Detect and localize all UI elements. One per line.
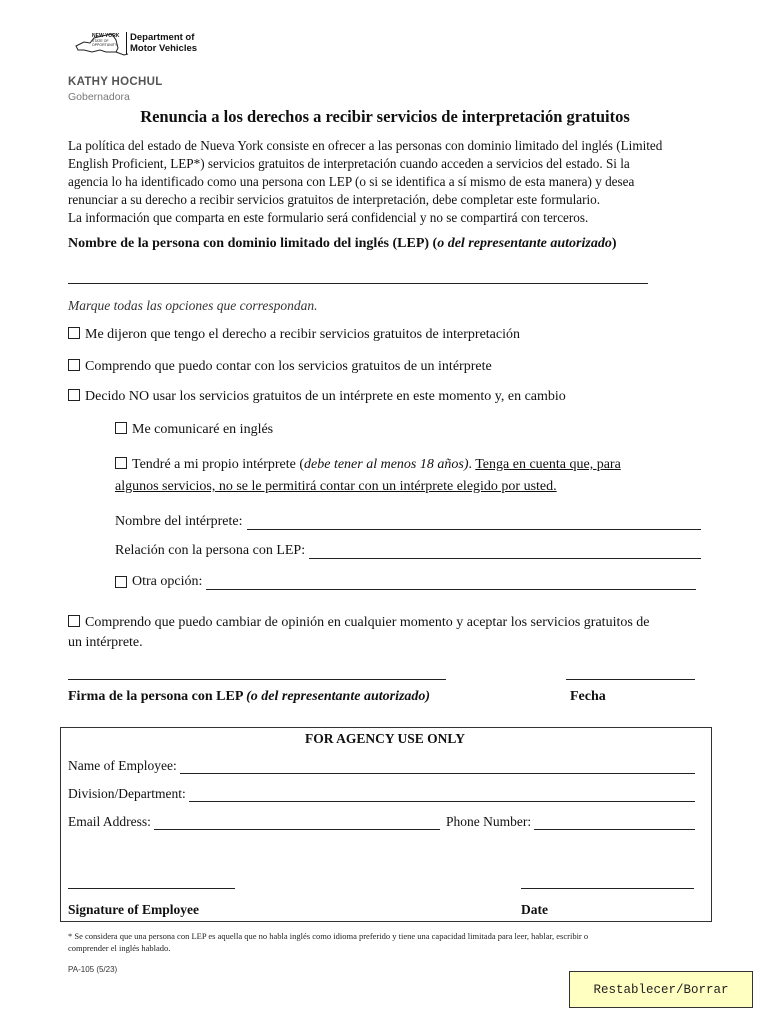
logo-text-line2: STATE OF — [92, 39, 109, 43]
option-label: Decido NO usar los servicios gratuitos de un intérprete en este momento y, en cambio — [85, 389, 566, 404]
checkbox[interactable] — [115, 422, 127, 434]
interpreter-name-input[interactable] — [247, 516, 701, 530]
signature-field[interactable] — [68, 679, 446, 680]
phone-field — [446, 814, 695, 830]
lep-name-label-italic: o del representante autorizado — [437, 236, 612, 251]
logo-text-line1: NEW YORK — [92, 33, 120, 39]
option-warning-1: Tenga en cuenta que, para — [475, 457, 621, 472]
division-input[interactable] — [189, 789, 695, 802]
email-field — [68, 814, 440, 830]
form-code: PA-105 (5/23) — [68, 965, 118, 974]
field-label: Relación con la persona con LEP: — [115, 543, 306, 558]
option-informed-rights[interactable] — [68, 327, 520, 343]
option-label: Me comunicaré en inglés — [132, 422, 274, 437]
other-option-input[interactable] — [206, 576, 696, 590]
option-label: Comprendo que puedo cambiar de opinión en cualquier momento y aceptar los servicios gratuitos de — [85, 615, 650, 630]
relationship-input[interactable] — [309, 545, 701, 559]
checkbox[interactable] — [68, 389, 80, 401]
field-label: Nombre del intérprete: — [115, 514, 243, 529]
intro-paragraph — [68, 137, 708, 227]
date-field[interactable] — [566, 679, 695, 680]
field-label: Name of Employee: — [68, 758, 177, 773]
option-label-sep: . — [468, 457, 476, 472]
option-label: Comprendo que puedo contar con los servicios gratuitos de un intérprete — [85, 359, 492, 374]
footnote — [68, 930, 708, 954]
interpreter-name-field — [115, 514, 701, 530]
option-own-interpreter[interactable] — [115, 454, 715, 498]
intro-line: La información que comparta en este formulario será confidencial y no se compartirá con terceros. — [68, 210, 589, 225]
reset-button[interactable]: Restablecer/Borrar — [569, 971, 753, 1008]
mark-all-instruction: Marque todas las opciones que correspondan. — [68, 298, 318, 313]
employee-name-field — [68, 758, 695, 774]
option-label: Me dijeron que tengo el derecho a recibir servicios gratuitos de interpretación — [85, 327, 520, 342]
footnote-line: * Se considera que una persona con LEP es aquella que no habla inglés como idioma preferido y tiene una capacidad limitada para leer, hablar, escribir o — [68, 931, 589, 941]
option-warning-2: algunos servicios, no se le permitirá contar con un intérprete elegido por usted. — [115, 479, 557, 494]
intro-line: La política del estado de Nueva York consiste en ofrecer a las personas con dominio limitado del inglés (Limited — [68, 138, 663, 153]
option-change-mind[interactable] — [68, 613, 708, 653]
employee-date-field[interactable] — [521, 888, 694, 889]
intro-line: agencia lo ha identificado como una persona con LEP (o si se identifica a sí mismo de esta manera) y desea — [68, 174, 635, 189]
division-field — [68, 786, 695, 802]
lep-name-label-close: ) — [611, 236, 617, 251]
option-label: un intérprete. — [68, 635, 143, 650]
checkbox[interactable] — [115, 457, 127, 469]
checkbox[interactable] — [115, 576, 127, 588]
lep-name-label-text: Nombre de la persona con dominio limitado del inglés (LEP) ( — [68, 236, 438, 251]
footnote-line: comprender el inglés hablado. — [68, 943, 171, 953]
agency-use-title: FOR AGENCY USE ONLY — [305, 731, 465, 746]
option-age-note: debe tener al menos 18 años) — [304, 457, 469, 472]
employee-signature-label: Signature of Employee — [68, 902, 199, 917]
agency-name-line1: Department of — [130, 32, 195, 43]
intro-line: renunciar a su derecho a recibir servicios gratuitos de interpretación, debe completar este formulario. — [68, 192, 601, 207]
logo-text-line3: OPPORTUNITY. — [92, 43, 118, 47]
field-label: Division/Department: — [68, 786, 186, 801]
employee-name-input[interactable] — [180, 761, 695, 774]
lep-name-field[interactable] — [68, 283, 648, 284]
option-communicate-english[interactable] — [115, 422, 273, 438]
option-understand-free-interpreter[interactable] — [68, 359, 492, 375]
field-label: Otra opción: — [132, 574, 203, 589]
intro-line: English Proficient, LEP*) servicios gratuitos de interpretación cuando acceden a servicios del estado. Si la — [68, 156, 630, 171]
date-label: Fecha — [570, 689, 606, 704]
option-decline-interpreter[interactable] — [68, 389, 566, 405]
checkbox[interactable] — [68, 327, 80, 339]
employee-date-label: Date — [521, 902, 548, 917]
signature-label-text: Firma de la persona con LEP — [68, 689, 247, 704]
other-option-field — [115, 574, 696, 590]
lep-name-label — [68, 236, 617, 252]
page-title: Renuncia a los derechos a recibir servicios de interpretación gratuitos — [140, 107, 630, 126]
agency-name-line2: Motor Vehicles — [130, 43, 198, 54]
field-label: Phone Number: — [446, 814, 532, 829]
field-label: Email Address: — [68, 814, 151, 829]
phone-input[interactable] — [534, 817, 695, 830]
agency-name — [130, 32, 197, 54]
employee-signature-field[interactable] — [68, 888, 235, 889]
governor-name: KATHY HOCHUL — [68, 76, 163, 88]
governor-title: Gobernadora — [68, 91, 130, 103]
email-input[interactable] — [154, 817, 440, 830]
relationship-field — [115, 543, 701, 559]
logo-divider — [126, 32, 127, 54]
signature-label-italic: (o del representante autorizado) — [246, 689, 431, 704]
signature-label — [68, 689, 430, 705]
checkbox[interactable] — [68, 615, 80, 627]
checkbox[interactable] — [68, 359, 80, 371]
option-label: Tendré a mi propio intérprete ( — [132, 457, 305, 472]
